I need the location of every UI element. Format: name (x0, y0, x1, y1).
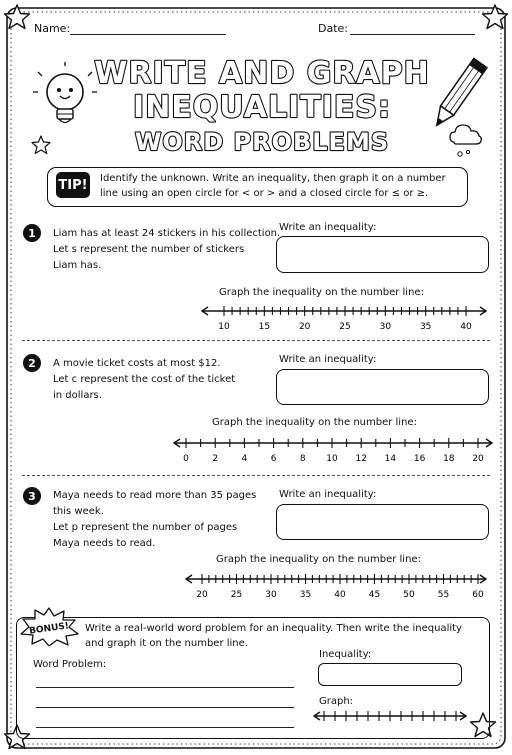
section-divider (22, 475, 490, 476)
tick-label: 2 (212, 454, 219, 464)
title-line-3: WORD PROBLEMS (134, 128, 390, 156)
write-inequality-label: Write an inequality: (279, 354, 377, 365)
write-inequality-label: Write an inequality: (279, 222, 377, 233)
tick-label: 4 (241, 454, 248, 464)
tick-label: 45 (368, 590, 381, 600)
title-line-2: INEQUALITIES: (133, 90, 391, 125)
inequality-answer-box[interactable] (276, 236, 489, 273)
word-problem-line[interactable] (36, 687, 294, 688)
graph-label: Graph: (319, 696, 354, 707)
problem-line: Maya needs to read more than 35 pages (53, 490, 257, 501)
tick-label: 40 (334, 590, 346, 600)
problem-line: this week. (53, 506, 104, 517)
inequality-answer-box[interactable] (276, 504, 489, 540)
problem-text (53, 488, 256, 552)
tick-label: 18 (443, 454, 455, 464)
problem-number: 2 (23, 354, 41, 372)
problem-number: 1 (23, 224, 41, 242)
tick-label: 50 (403, 590, 415, 600)
bonus-burst-icon (18, 606, 80, 646)
tick-label: 60 (472, 590, 484, 600)
word-problem-line[interactable] (36, 727, 294, 728)
tick-label: 55 (437, 590, 450, 600)
tick-label: 6 (270, 454, 277, 464)
tick-label: 16 (413, 454, 426, 464)
problem-line: Liam has at least 24 stickers in his collection. (53, 228, 281, 239)
tick-label: 35 (419, 322, 432, 332)
problem-line: A movie ticket costs at most $12. (53, 358, 221, 369)
name-label: Name: (34, 22, 71, 35)
inequality-answer-box[interactable] (276, 369, 489, 405)
problem-text (53, 356, 235, 404)
problem-number: 3 (23, 487, 41, 505)
number-line[interactable] (180, 568, 492, 602)
tick-label: 35 (299, 590, 312, 600)
title-line-1: WRITE AND GRAPH (94, 56, 430, 91)
tip-badge: TIP! (56, 172, 90, 198)
number-line[interactable] (196, 300, 492, 334)
tick-label: 12 (355, 454, 367, 464)
tick-label: 15 (258, 322, 271, 332)
tick-label: 10 (218, 322, 230, 332)
bonus-text: Write a real-world word problem for an inequality. Then write the inequality and graph it on the number line. (85, 623, 462, 649)
tick-label: 10 (326, 454, 338, 464)
write-inequality-label: Write an inequality: (279, 489, 377, 500)
tick-label: 25 (339, 322, 351, 332)
date-label: Date: (318, 22, 348, 35)
tick-label: 20 (472, 454, 484, 464)
number-line[interactable] (168, 431, 498, 465)
tick-label: 8 (299, 454, 306, 464)
problem-line: Let s represent the number of stickers (53, 244, 245, 255)
tick-label: 20 (196, 590, 208, 600)
problem-line: Liam has. (53, 260, 102, 271)
word-problem-line[interactable] (36, 707, 294, 708)
number-line[interactable] (310, 706, 470, 728)
tick-label: 0 (183, 454, 189, 464)
tick-label: 30 (265, 590, 277, 600)
tick-label: 20 (298, 322, 311, 332)
tip-text: Identify the unknown. Write an inequality, then graph it on a number line using an open circle for < or > and a closed circle for ≤ or ≥. (100, 173, 446, 199)
inequality-label: Inequality: (319, 649, 372, 660)
tick-label: 25 (230, 590, 243, 600)
graph-label: Graph the inequality on the number line: (212, 417, 417, 428)
section-divider (22, 340, 490, 341)
graph-label: Graph the inequality on the number line: (219, 287, 424, 298)
problem-line: Maya needs to read. (53, 538, 156, 549)
problem-line: Let c represent the cost of the ticket (53, 374, 236, 385)
tick-label: 30 (379, 322, 392, 332)
problem-text (53, 226, 280, 274)
problem-line: in dollars. (53, 390, 102, 401)
bonus-inequality-box[interactable] (318, 663, 462, 686)
graph-label: Graph the inequality on the number line: (216, 554, 421, 565)
word-problem-label: Word Problem: (33, 659, 107, 670)
worksheet-title (0, 0, 512, 160)
tick-label: 40 (460, 322, 472, 332)
bonus-badge: BONUS! (28, 621, 70, 637)
problem-line: Let p represent the number of pages (53, 522, 238, 533)
tick-label: 14 (384, 454, 397, 464)
